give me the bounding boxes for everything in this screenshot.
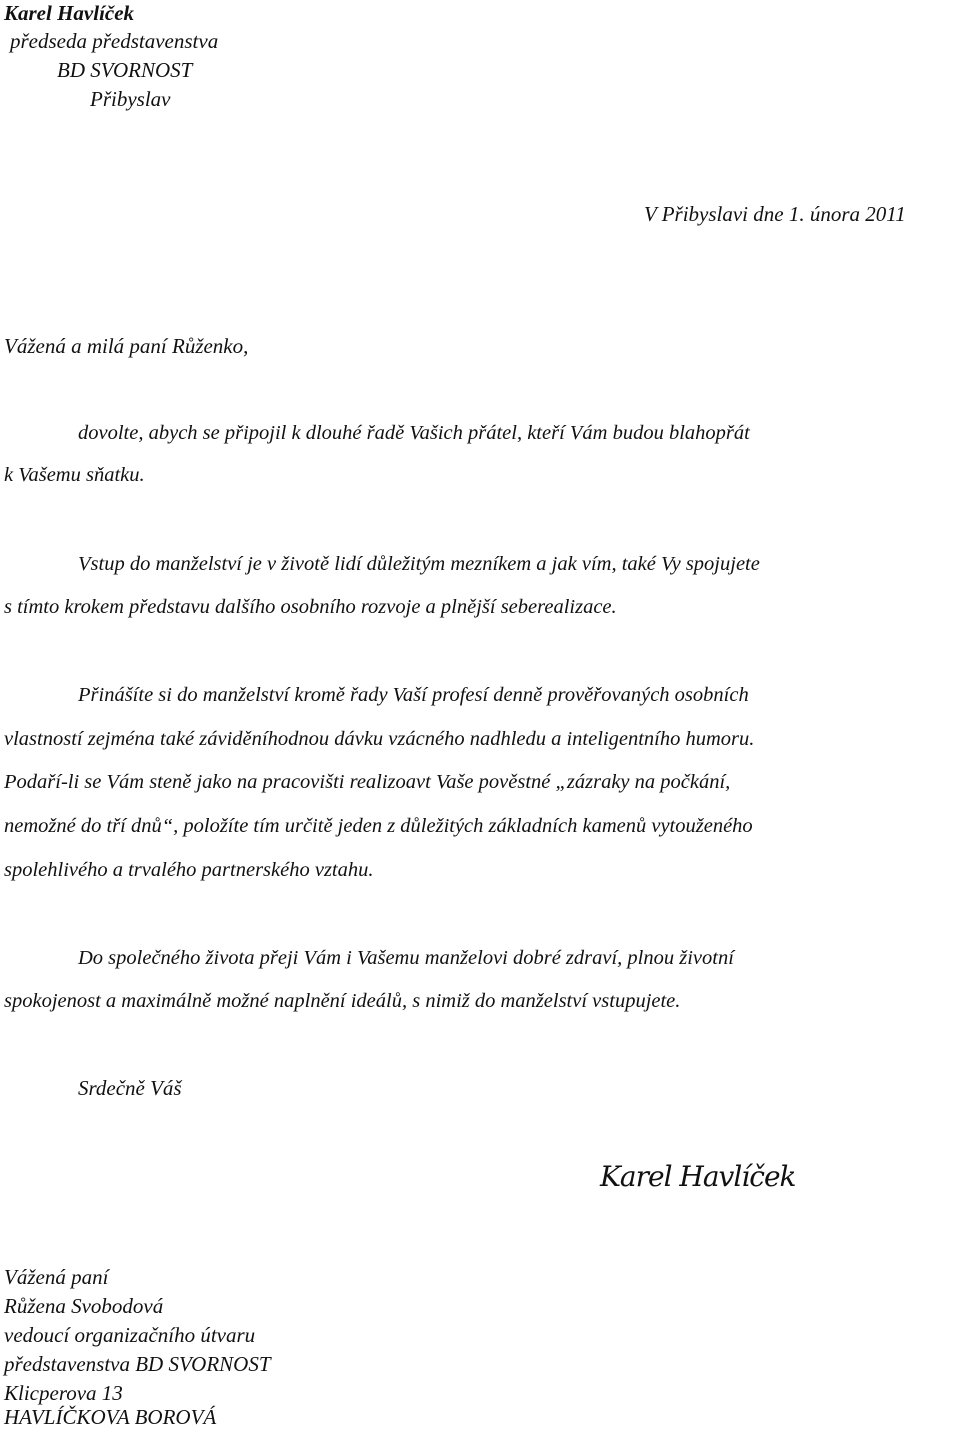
recipient-greeting: Vážená paní	[4, 1265, 109, 1289]
closing: Srdečně Váš	[78, 1076, 182, 1100]
paragraph-line: s tímto krokem představu dalšího osobního rozvoje a plnější seberealizace.	[4, 596, 617, 618]
paragraph-line: spokojenost a maximálně možné naplnění ideálů, s nimiž do manželství vstupujete.	[4, 990, 681, 1012]
recipient-position: vedoucí organizačního útvaru	[4, 1323, 256, 1347]
paragraph-line: nemožné do tří dnů“, položíte tím určitě jeden z důležitých základních kamenů vytouženého	[4, 815, 753, 837]
paragraph-line: spolehlivého a trvalého partnerského vztahu.	[4, 859, 374, 881]
paragraph-line: Vstup do manželství je v životě lidí důležitým mezníkem a jak vím, také Vy spojujete	[78, 553, 760, 575]
sender-position: předseda představenstva	[10, 29, 219, 53]
sender-name: Karel Havlíček	[4, 1, 135, 25]
recipient-name: Růžena Svobodová	[4, 1294, 164, 1318]
recipient-organization: představenstva BD SVORNOST	[4, 1352, 271, 1376]
sender-organization: BD SVORNOST	[57, 58, 193, 82]
signature: Karel Havlíček	[600, 1160, 796, 1193]
sender-city: Přibyslav	[90, 87, 171, 111]
salutation: Vážená a milá paní Růženko,	[4, 334, 249, 358]
paragraph-line: k Vašemu sňatku.	[4, 464, 145, 486]
date-line: V Přibyslavi dne 1. února 2011	[644, 202, 906, 226]
paragraph-line: Do společného života přeji Vám i Vašemu manželovi dobré zdraví, plnou životní	[78, 947, 734, 969]
paragraph-line: Podaří-li se Vám steně jako na pracovišti realizoavt Vaše pověstné „zázraky na počkání,	[4, 771, 731, 793]
recipient-city: HAVLÍČKOVA BOROVÁ	[4, 1405, 217, 1429]
recipient-street: Klicperova 13	[4, 1381, 123, 1405]
paragraph-line: dovolte, abych se připojil k dlouhé řadě Vašich přátel, kteří Vám budou blahopřát	[78, 422, 750, 444]
paragraph-line: Přinášíte si do manželství kromě řady Vaší profesí denně prověřovaných osobních	[78, 684, 749, 706]
paragraph-line: vlastností zejména také záviděníhodnou dávku vzácného nadhledu a inteligentního humoru.	[4, 728, 755, 750]
